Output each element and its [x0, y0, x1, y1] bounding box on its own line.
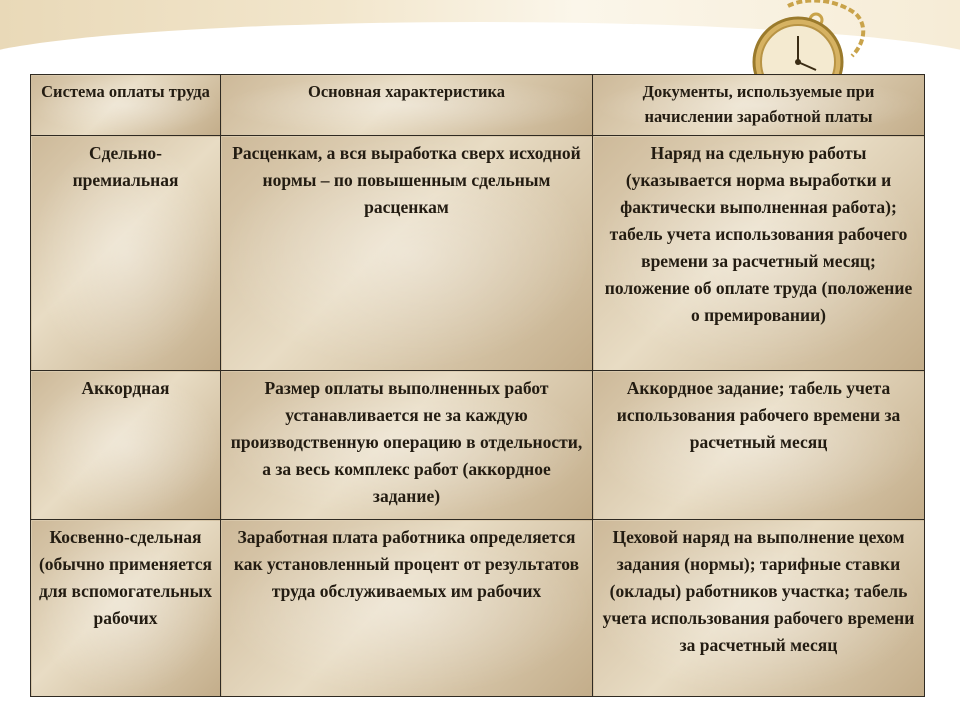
cell-description: Размер оплаты выполненных работ устанавливается не за каждую производственную операцию в отдельности, а за весь комплекс работ (аккордное задание) — [221, 371, 593, 520]
header-system: Система оплаты труда — [31, 75, 221, 136]
cell-description: Расценкам, а вся выработка сверх исходной нормы – по повышенным сдельным расценкам — [221, 136, 593, 371]
cell-documents: Аккордное задание; табель учета использования рабочего времени за расчетный месяц — [593, 371, 925, 520]
table-header-row — [31, 75, 925, 136]
cell-system: Аккордная — [31, 371, 221, 520]
table-row — [31, 371, 925, 520]
cell-documents: Наряд на сдельную работы (указывается норма выработки и фактически выполненная работа); табель учета использования рабочего времени за расчетный месяц; положение об оплате труда (положение о премировании) — [593, 136, 925, 371]
header-description: Основная характеристика — [221, 75, 593, 136]
pay-systems-table — [30, 74, 925, 697]
table-row — [31, 136, 925, 371]
cell-description: Заработная плата работника определяется как установленный процент от результатов труда обслуживаемых им рабочих — [221, 520, 593, 697]
header-documents: Документы, используемые при начислении заработной платы — [593, 75, 925, 136]
cell-documents: Цеховой наряд на выполнение цехом задания (нормы); тарифные ставки (оклады) работников участка; табель учета использования рабочего времени за расчетный месяц — [593, 520, 925, 697]
cell-system: Сдельно-премиальная — [31, 136, 221, 371]
table-row — [31, 520, 925, 697]
cell-system: Косвенно-сдельная (обычно применяется для вспомогательных рабочих — [31, 520, 221, 697]
